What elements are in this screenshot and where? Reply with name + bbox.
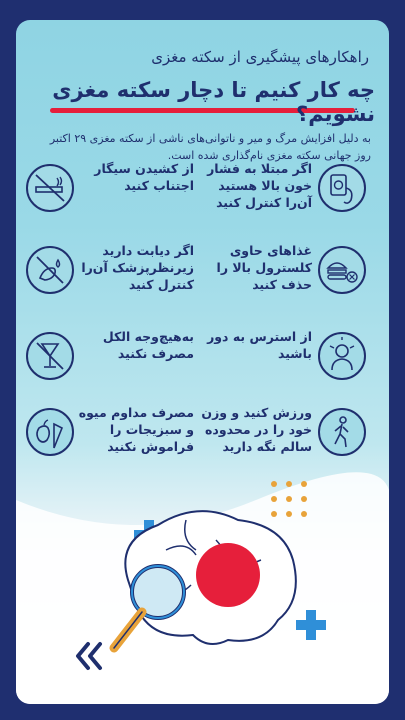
- tip-text: اگر مبتلا به فشار خون بالا هستید آن‌را کنترل کنید: [207, 161, 312, 210]
- tip-text: مصرف مداوم میوه و سبزیجات را فراموش نکنید: [78, 405, 194, 454]
- header-subtitle: راهکارهای پیشگیری از سکته مغزی: [151, 48, 369, 66]
- brain-illustration: [16, 460, 389, 704]
- tip-text: از کشیدن سیگار اجتناب کنید: [94, 161, 194, 193]
- tip-blood-pressure: [194, 160, 369, 212]
- tip-diabetes: [24, 242, 199, 294]
- tip-text: از استرس به دور باشید: [207, 329, 312, 361]
- tip-cholesterol: [194, 242, 369, 294]
- tip-fruits: [24, 404, 199, 456]
- no-alcohol-icon: [26, 332, 74, 380]
- tip-text: اگر دیابت دارید زیرنظرپزشک آن‌را کنترل کنید: [81, 243, 194, 292]
- walking-icon: [318, 408, 366, 456]
- tip-exercise: [194, 404, 369, 456]
- fruit-vegetable-icon: [26, 408, 74, 456]
- infographic-card: [16, 20, 389, 704]
- tip-text: به‌هیچ‌وجه الکل مصرف نکنید: [102, 329, 194, 361]
- no-sugar-icon: [26, 246, 74, 294]
- tip-alcohol: [24, 328, 199, 380]
- tip-stress: [194, 328, 369, 380]
- tip-no-smoking: [24, 160, 199, 212]
- no-fastfood-icon: [318, 246, 366, 294]
- tip-text: ورزش کنید و وزن خود را در محدوده سالم نگه دارید: [201, 405, 312, 454]
- header-title: چه کار کنیم تا دچار سکته مغزی نشویم؟: [52, 78, 375, 126]
- intro-text: به دلیل افزایش مرگ و میر و ناتوانی‌های ناشی از سکته مغزی ۲۹ اکتبر روز جهانی سکته مغزی نام‌گذاری شده است.: [49, 132, 371, 162]
- no-smoking-icon: [26, 164, 74, 212]
- stress-icon: [318, 332, 366, 380]
- blood-pressure-icon: [318, 164, 366, 212]
- tip-text: غذاهای حاوی کلسترول بالا را حذف کنید: [216, 243, 312, 292]
